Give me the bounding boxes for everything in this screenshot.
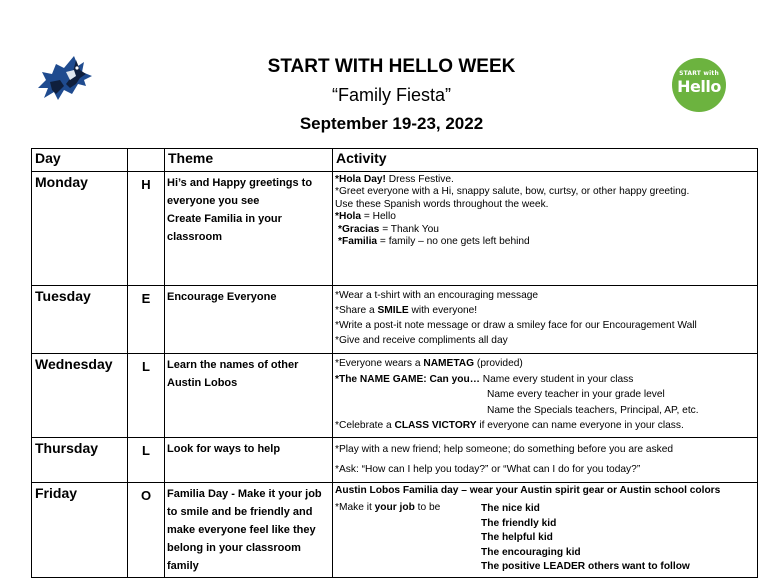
- theme-line: Hi’s and Happy greetings to: [167, 177, 313, 189]
- letter-cell: L: [128, 354, 165, 438]
- activity-line: *Gracias = Thank You: [338, 223, 439, 235]
- page-subtitle: “Family Fiesta”: [331, 85, 451, 105]
- theme-line: everyone you see: [167, 195, 260, 207]
- theme-line: Austin Lobos: [167, 377, 238, 389]
- letter-cell: H: [128, 172, 165, 286]
- activity-line: *Ask: “How can I help you today?” or “What can I do for you today?”: [335, 464, 641, 475]
- theme-line: to smile and be friendly and: [167, 506, 313, 518]
- day-cell: Friday: [32, 483, 128, 578]
- theme-line: Create Familia in your: [167, 213, 282, 225]
- letter-cell: E: [128, 286, 165, 354]
- theme-line: family: [167, 560, 199, 572]
- theme-cell: [165, 172, 333, 286]
- activity-line: *Give and receive compliments all day: [335, 335, 508, 346]
- activity-line: Name the Specials teachers, Principal, AP, etc.: [487, 404, 699, 416]
- theme-line: Familia Day - Make it your job: [167, 488, 322, 500]
- activity-line: *Share a SMILE with everyone!: [335, 305, 478, 316]
- friday-list-block: [335, 502, 755, 575]
- theme-line: Learn the names of other: [167, 359, 299, 371]
- theme-line: Look for ways to help: [167, 443, 281, 455]
- table-row: [32, 354, 758, 438]
- schedule-table: [31, 148, 758, 578]
- list-item: The friendly kid: [481, 517, 557, 529]
- activity-line: Use these Spanish words throughout the week.: [335, 198, 549, 210]
- activity-line: *Hola Day! Dress Festive.: [335, 174, 454, 185]
- badge-main-text: Hello: [677, 77, 721, 96]
- list-item: The positive LEADER others want to follow: [481, 561, 690, 573]
- day-cell: Thursday: [32, 438, 128, 483]
- table-row: [32, 172, 758, 286]
- theme-cell: [165, 438, 333, 483]
- header-day: Day: [32, 149, 128, 172]
- page-dates: September 19-23, 2022: [299, 114, 484, 133]
- activity-line: Austin Lobos Familia day – wear your Austin spirit gear or Austin school colors: [335, 485, 721, 496]
- activity-cell: [333, 483, 758, 578]
- theme-cell: [165, 354, 333, 438]
- theme-line: make everyone feel like they: [167, 524, 316, 536]
- activity-cell: [333, 354, 758, 438]
- activity-line: *Write a post-it note message or draw a smiley face for our Encouragement Wall: [335, 320, 697, 331]
- activity-line: *The NAME GAME: Can you… Name every student in your class: [335, 373, 634, 385]
- activity-line: *Familia = family – no one gets left behind: [338, 236, 530, 248]
- theme-cell: [165, 286, 333, 354]
- theme-line: classroom: [167, 231, 223, 243]
- theme-line: Encourage Everyone: [167, 291, 277, 303]
- theme-line: belong in your classroom: [167, 542, 301, 554]
- activity-line: *Hola = Hello: [335, 211, 396, 223]
- letter-cell: L: [128, 438, 165, 483]
- list-item: The encouraging kid: [481, 546, 581, 558]
- activity-line: *Everyone wears a NAMETAG (provided): [335, 358, 523, 369]
- activity-cell: [333, 172, 758, 286]
- header-letter: [128, 149, 165, 172]
- table-row: [32, 286, 758, 354]
- theme-cell: [165, 483, 333, 578]
- table-row: [32, 438, 758, 483]
- letter-cell: O: [128, 483, 165, 578]
- list-item: The nice kid: [481, 503, 540, 515]
- header-theme: Theme: [165, 149, 333, 172]
- friday-list: [481, 502, 690, 575]
- activity-line: *Greet everyone with a Hi, snappy salute, bow, curtsy, or other happy greeting.: [335, 186, 690, 198]
- activity-line: *Wear a t-shirt with an encouraging message: [335, 290, 539, 301]
- list-item: The helpful kid: [481, 532, 553, 544]
- table-header-row: [32, 149, 758, 172]
- activity-line: *Make it your job to be: [335, 502, 441, 514]
- activity-cell: [333, 438, 758, 483]
- badge-top-text: START with: [679, 70, 719, 77]
- table-row: [32, 483, 758, 578]
- activity-line: *Celebrate a CLASS VICTORY if everyone can name everyone in your class.: [335, 420, 684, 431]
- day-cell: Wednesday: [32, 354, 128, 438]
- activity-line: Name every teacher in your grade level: [487, 389, 665, 400]
- day-cell: Monday: [32, 172, 128, 286]
- page-title: START WITH HELLO WEEK: [267, 56, 516, 77]
- day-cell: Tuesday: [32, 286, 128, 354]
- header-activity: Activity: [333, 149, 758, 172]
- activity-line: *Play with a new friend; help someone; do something before you are asked: [335, 444, 674, 455]
- activity-cell: [333, 286, 758, 354]
